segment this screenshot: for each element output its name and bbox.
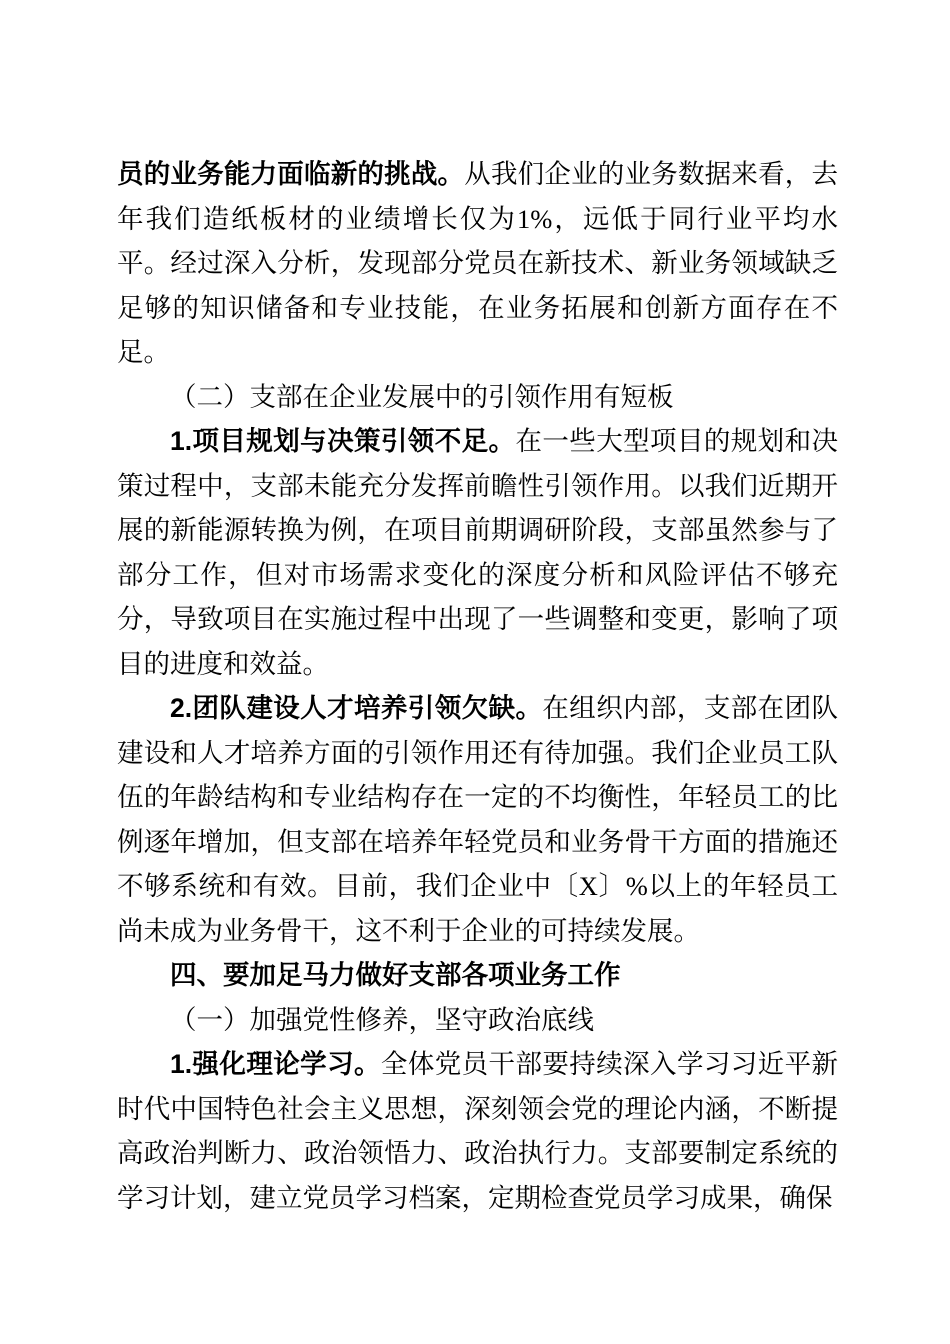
paragraph-body-text: 在组织内部，支部在团队建设和人才培养方面的引领作用还有待加强。我们企业员工队伍的年龄结构和专业结构存在一定的不均衡性，年轻员工的比例逐年增加，但支部在培养年轻党员和业务骨干方面的措施还不够系统和有效。目前，我们企业中〔X〕%以上的年轻员工尚未成为业务骨干，这不利于企业的可持续发展。 bbox=[117, 693, 838, 946]
paragraph-body-text: 从我们企业的业务数据来看，去年我们造纸板材的业绩增长仅为1%，远低于同行业平均水平。经过深入分析，发现部分党员在新技术、新业务领域缺乏足够的知识储备和专业技能，在业务拓展和创新方面存在不足。 bbox=[117, 159, 838, 367]
subheading-section-one bbox=[117, 998, 838, 1043]
paragraph-bold-lead: 员的业务能力面临新的挑战。 bbox=[117, 159, 465, 189]
heading-text: 四、要加足马力做好支部各项业务工作 bbox=[170, 960, 621, 990]
paragraph-bold-lead: 1.强化理论学习。 bbox=[170, 1049, 381, 1079]
document-text-column bbox=[117, 152, 838, 1220]
heading-section-four bbox=[117, 953, 838, 998]
paragraph-bold-lead: 1.项目规划与决策引领不足。 bbox=[170, 426, 516, 456]
paragraph-body-text: 在一些大型项目的规划和决策过程中，支部未能充分发挥前瞻性引领作用。以我们近期开展的新能源转换为例，在项目前期调研阶段，支部虽然参与了部分工作，但对市场需求变化的深度分析和风险评估不够充分，导致项目在实施过程中出现了一些调整和变更，影响了项目的进度和效益。 bbox=[117, 426, 839, 679]
subheading-text: （一）加强党性修养，坚守政治底线 bbox=[170, 1004, 594, 1035]
paragraph-business-challenge bbox=[117, 152, 838, 375]
paragraph-bold-lead: 2.团队建设人才培养引领欠缺。 bbox=[170, 693, 543, 723]
paragraph-project-planning bbox=[117, 419, 838, 686]
subheading-section-two bbox=[117, 375, 838, 420]
paragraph-body-text: 全体党员干部要持续深入学习习近平新时代中国特色社会主义思想，深刻领会党的理论内涵，不断提高政治判断力、政治领悟力、政治执行力。支部要制定系统的学习计划，建立党员学习档案，定期检查党员学习成果，确保 bbox=[117, 1049, 838, 1213]
paragraph-team-building bbox=[117, 686, 838, 953]
paragraph-theory-study bbox=[117, 1042, 838, 1220]
subheading-text: （二）支部在企业发展中的引领作用有短板 bbox=[170, 381, 674, 412]
